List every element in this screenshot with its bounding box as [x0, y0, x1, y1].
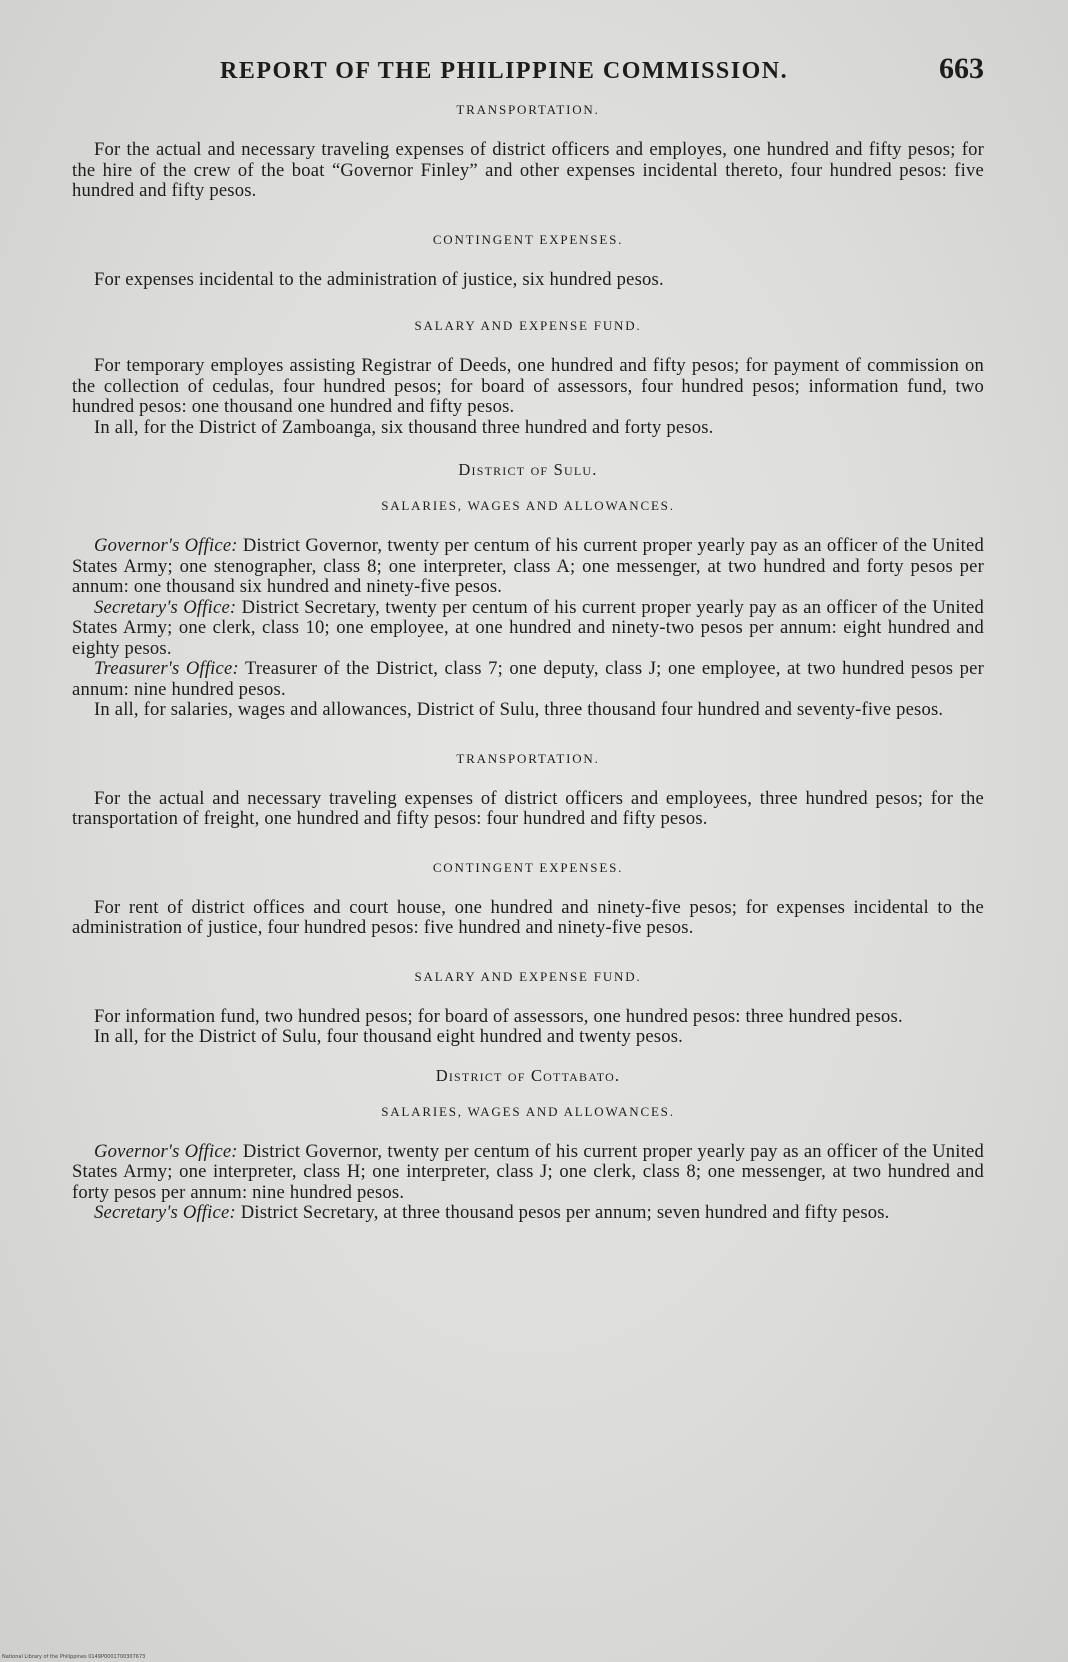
office-text: Treasurer of the District, class 7; one deputy, class J; one employee, at two hundred pesos per annum: nine hundred pesos.	[72, 658, 985, 700]
paragraph: For information fund, two hundred pesos; for board of assessors, one hundred pesos: three hundred pesos.	[94, 1005, 903, 1027]
district-heading: District of Cottabato.	[435, 1065, 621, 1085]
running-title: REPORT OF THE PHILIPPINE COMMISSION.	[220, 58, 789, 84]
zamboanga-transportation-section	[72, 102, 984, 202]
office-text: District Secretary, at three thousand pesos per annum; seven hundred and fifty pesos.	[240, 1202, 890, 1223]
page-number: 663	[939, 52, 984, 85]
total-paragraph: In all, for salaries, wages and allowances, District of Sulu, three thousand four hundred and seventy-five pesos.	[94, 699, 944, 720]
scan-footer-note: National Library of the Philippines 0149P0001700307673	[2, 1654, 146, 1660]
section-heading: SALARIES, WAGES AND ALLOWANCES.	[381, 1103, 675, 1119]
sulu-transportation-section	[72, 751, 984, 830]
office-label: Secretary's Office:	[94, 1202, 236, 1223]
total-paragraph: In all, for the District of Sulu, four thousand eight hundred and twenty pesos.	[94, 1026, 684, 1047]
sulu-contingent-section	[72, 860, 984, 939]
section-heading: CONTINGENT EXPENSES.	[432, 859, 624, 875]
paragraph: For the actual and necessary traveling expenses of district officers and employees, three hundred pesos; for the transportation of freight, one hundred and fifty pesos: four hundred and fifty pesos.	[72, 787, 984, 829]
section-heading: CONTINGENT EXPENSES.	[432, 231, 624, 247]
section-heading: SALARIES, WAGES AND ALLOWANCES.	[381, 498, 675, 513]
secretary-office-paragraph	[72, 598, 984, 660]
cottabato-district-section	[72, 1066, 984, 1224]
section-heading: TRANSPORTATION.	[456, 750, 600, 766]
office-text: District Secretary, twenty per centum of his current proper yearly pay as an officer of the United States Army; one clerk, class 10; one employee, at one hundred and ninety-two pesos per annum: eight hundred and eighty pesos.	[72, 596, 985, 659]
running-head	[72, 50, 984, 94]
treasurer-office-paragraph	[72, 659, 984, 700]
zamboanga-contingent-section	[72, 232, 984, 291]
office-label: Treasurer's Office:	[94, 658, 239, 679]
office-label: Secretary's Office:	[94, 596, 237, 618]
office-label: Governor's Office:	[94, 1140, 238, 1162]
paragraph: For expenses incidental to the administration of justice, six hundred pesos.	[94, 268, 664, 290]
page-content	[72, 50, 984, 1224]
section-heading: TRANSPORTATION.	[456, 102, 600, 117]
district-heading: District of Sulu.	[458, 460, 598, 479]
sulu-district-section	[72, 460, 984, 721]
sulu-salary-fund-section	[72, 969, 984, 1048]
total-paragraph: In all, for the District of Zamboanga, six thousand three hundred and forty pesos.	[94, 416, 714, 438]
section-heading: SALARY AND EXPENSE FUND.	[414, 318, 642, 333]
paragraph: For the actual and necessary traveling expenses of district officers and employes, one hundred and fifty pesos; for the hire of the crew of the boat “Governor Finley” and other expenses incidental thereto, four hundred pesos: five hundred and fifty pesos.	[72, 139, 984, 201]
governor-office-paragraph	[72, 536, 984, 598]
zamboanga-salary-fund-section	[72, 318, 984, 438]
section-heading: SALARY AND EXPENSE FUND.	[414, 968, 642, 984]
governor-office-paragraph	[72, 1142, 984, 1204]
secretary-office-paragraph	[72, 1203, 984, 1224]
paragraph: For temporary employes assisting Registrar of Deeds, one hundred and fifty pesos; for payment of commission on the collection of cedulas, four hundred pesos; for board of assessors, four hundred pesos; information fund, two hundred pesos: one thousand one hundred and fifty pesos.	[72, 355, 984, 417]
office-label: Governor's Office:	[94, 535, 238, 556]
office-text: District Governor, twenty per centum of his current proper yearly pay as an officer of the United States Army; one stenographer, class 8; one interpreter, class A; one messenger, at two hundred and forty pesos per annum: one thousand six hundred and ninety-five pesos.	[72, 535, 984, 597]
paragraph: For rent of district offices and court house, one hundred and ninety-five pesos; for expenses incidental to the administration of justice, four hundred pesos: five hundred and ninety-five pesos.	[72, 896, 984, 938]
office-text: District Governor, twenty per centum of his current proper yearly pay as an officer of the United States Army; one interpreter, class H; one interpreter, class J; one clerk, class 8; one messenger, at two hundred and forty pesos per annum: nine hundred pesos.	[72, 1140, 984, 1203]
